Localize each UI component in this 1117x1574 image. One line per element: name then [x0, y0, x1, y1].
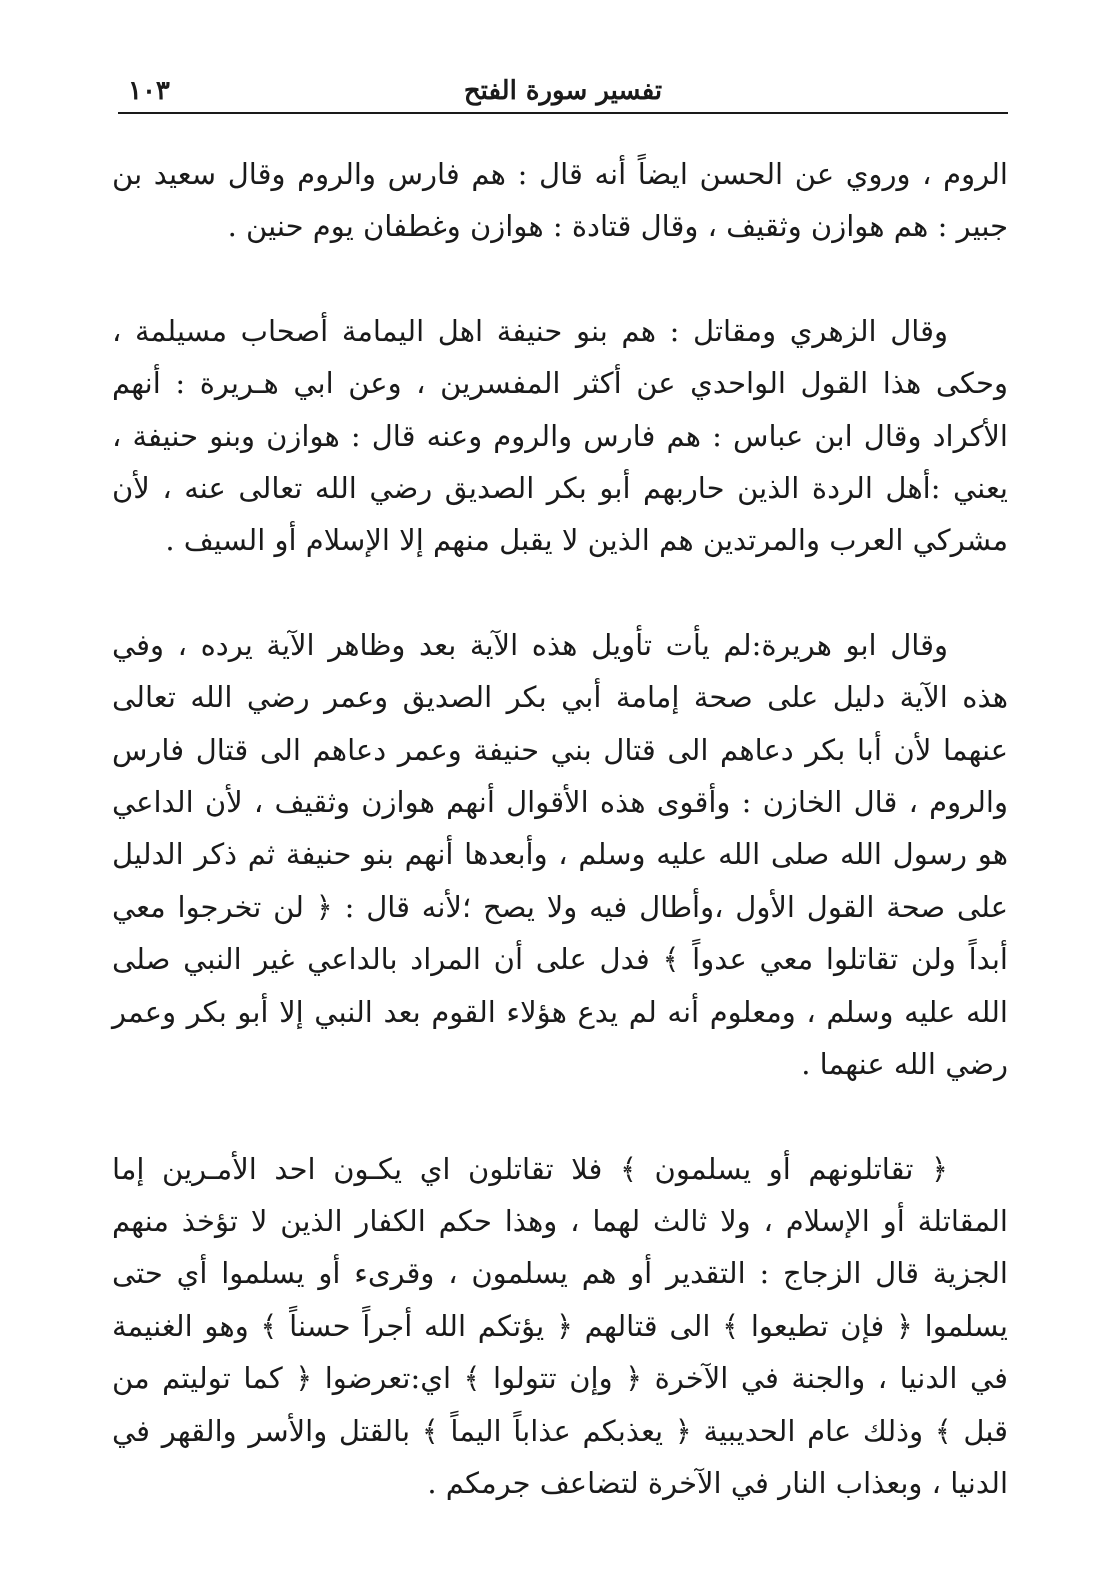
page-header	[118, 70, 1008, 114]
page-title: تفسير سورة الفتح	[463, 76, 663, 106]
page-number: ١٠٣	[128, 76, 170, 106]
paragraph-2: وقال الزهري ومقاتل : هم بنو حنيفة اهل اليمامة أصحاب مسيلمة ، وحكى هذا القول الواحدي عن أكثر المفسرين ، وعن ابي هـريرة : أنهم الأكراد وقال ابن عباس : هم فارس والروم وعنه قال : هوازن وبنو حنيفة ، يعني :أهل الردة الذين حاربهم أبو بكر الصديق رضي الله تعالى عنه ، لأن مشركي العرب والمرتدين هم الذين لا يقبل منهم إلا الإسلام أو السيف .	[112, 313, 1008, 558]
paragraph-1: الروم ، وروي عن الحسن ايضاً أنه قال : هم فارس والروم وقال سعيد بن جبير : هم هوازن وثقيف ، وقال قتادة : هوازن وغطفان يوم حنين .	[112, 157, 1008, 244]
paragraph-3: وقال ابو هريرة:لم يأت تأويل هذه الآية بعد وظاهر الآية يرده ، وفي هذه الآية دليل على صحة إمامة أبي بكر الصديق وعمر رضي الله تعالى عنهما لأن أبا بكر دعاهم الى قتال بني حنيفة وعمر دعاهم الى قتال فارس والروم ، قال الخازن : وأقوى هذه الأقوال أنهم هوازن وثقيف ، لأن الداعي هو رسول الله صلى الله عليه وسلم ، وأبعدها أنهم بنو حنيفة ثم ذكر الدليل على صحة القول الأول ،وأطال فيه ولا يصح ؛لأنه قال : ﴿ لن تخرجوا معي أبداً ولن تقاتلوا معي عدواً ﴾ فدل على أن المراد بالداعي غير النبي صلى الله عليه وسلم ، ومعلوم أنه لم يدع هؤلاء القوم بعد النبي إلا أبو بكر وعمر رضي الله عنهما .	[112, 627, 1008, 1082]
paragraph-4: ﴿ تقاتلونهم أو يسلمون ﴾ فلا تقاتلون اي يكـون احد الأمـرين إما المقاتلة أو الإسلام ، ولا ثالث لهما ، وهذا حكم الكفار الذين لا تؤخذ منهم الجزية قال الزجاج : التقدير أو هم يسلمون ، وقرىء أو يسلموا أي حتى يسلموا ﴿ فإن تطيعوا ﴾ الى قتالهم ﴿ يؤتكم الله أجراً حسناً ﴾ وهو الغنيمة في الدنيا ، والجنة في الآخرة ﴿ وإن تتولوا ﴾ اي:تعرضوا ﴿ كما توليتم من قبل ﴾ وذلك عام الحديبية ﴿ يعذبكم عذاباً اليماً ﴾ بالقتل والأسر والقهر في الدنيا ، وبعذاب النار في الآخرة لتضاعف جرمكم .	[112, 1151, 1008, 1500]
header-rule	[118, 112, 1008, 114]
page-body	[112, 148, 1008, 1509]
